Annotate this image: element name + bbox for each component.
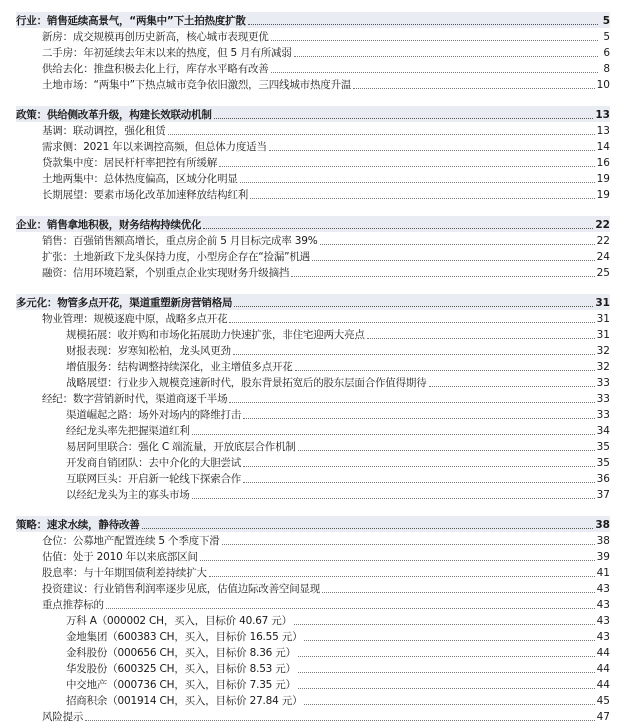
- toc-page-number: 31: [596, 329, 610, 341]
- toc-entry-title: 策略：速求水续，静待改善: [16, 519, 140, 531]
- toc-page-number: 33: [596, 377, 610, 389]
- toc-entry-title: 华发股份（600325 CH，买入，目标价 8.53 元）: [66, 663, 296, 675]
- toc-entry[interactable]: [42, 170, 610, 186]
- toc-dot-leader: [294, 56, 598, 57]
- toc-entry[interactable]: [42, 264, 610, 280]
- toc-entry-title: 互联网巨头：开启新一轮线下探索合作: [66, 473, 242, 485]
- toc-page-number: 13: [595, 109, 610, 121]
- toc-entry-title: 金地集团（600383 CH，买入，目标价 16.55 元）: [66, 631, 303, 643]
- toc-page-number: 25: [596, 267, 610, 279]
- toc-entry-title: 二手房：年初延续去年末以来的热度，但 5 月有所减弱: [42, 47, 292, 59]
- toc-entry[interactable]: [42, 596, 610, 612]
- toc-page-number: 33: [596, 393, 610, 405]
- toc-dot-leader: [243, 482, 595, 483]
- toc-page-number: 43: [596, 583, 610, 595]
- toc-page-number: 44: [596, 663, 610, 675]
- toc-page-number: 37: [596, 489, 610, 501]
- toc-entry-title: 贷款集中度：居民杆杆率把控有所缓解: [42, 157, 218, 169]
- toc-entry[interactable]: [42, 138, 610, 154]
- toc-dot-leader: [200, 560, 595, 561]
- toc-entry-title: 基调：联动调控，强化租赁: [42, 125, 166, 137]
- toc-page-number: 38: [596, 535, 610, 547]
- toc-entry-title: 金科股份（000656 CH，买入，目标价 8.36 元）: [66, 647, 296, 659]
- toc-entry-title: 开发商自销团队：去中介化的大胆尝试: [66, 457, 242, 469]
- toc-entry[interactable]: [42, 154, 610, 170]
- toc-entry[interactable]: [42, 580, 610, 596]
- toc-dot-leader: [312, 260, 595, 261]
- toc-dot-leader: [295, 370, 595, 371]
- toc-dot-leader: [248, 24, 598, 25]
- toc-entry[interactable]: [66, 676, 610, 692]
- toc-page-number: 22: [595, 219, 610, 231]
- toc-dot-leader: [298, 656, 595, 657]
- toc-entry[interactable]: [42, 310, 610, 326]
- toc-entry-title: 招商积余（001914 CH，买入，目标价 27.84 元）: [66, 695, 303, 707]
- toc-page-number: 39: [596, 551, 610, 563]
- toc-section-heading[interactable]: [16, 216, 610, 232]
- toc-entry[interactable]: [66, 660, 610, 676]
- toc-entry[interactable]: [42, 44, 610, 60]
- toc-page-number: 41: [596, 567, 610, 579]
- toc-entry-title: 土地市场：“两集中”下热点城市竞争依旧激烈，三四线城市热度升温: [42, 79, 352, 91]
- toc-entry[interactable]: [42, 548, 610, 564]
- toc-dot-leader: [85, 720, 594, 721]
- toc-entry[interactable]: [66, 454, 610, 470]
- toc-entry-title: 政策：供给侧改革升级，构建长效联动机制: [16, 109, 212, 121]
- toc-page-number: 13: [596, 125, 610, 137]
- toc-page-number: 32: [596, 345, 610, 357]
- toc-entry[interactable]: [42, 248, 610, 264]
- toc-section-heading[interactable]: [16, 294, 610, 310]
- toc-dot-leader: [168, 134, 595, 135]
- toc-dot-leader: [367, 338, 595, 339]
- toc-page-number: 32: [596, 361, 610, 373]
- toc-entry-title: 重点推荐标的: [42, 599, 104, 611]
- toc-entry[interactable]: [42, 564, 610, 580]
- toc-page-number: 19: [596, 173, 610, 185]
- toc-dot-leader: [304, 640, 594, 641]
- toc-page-number: 35: [596, 457, 610, 469]
- toc-entry[interactable]: [66, 326, 610, 342]
- toc-entry-title: 投资建议：行业销售利润率逐步见底，估值边际改善空间显现: [42, 583, 321, 595]
- toc-page-number: 45: [596, 695, 610, 707]
- toc-page-number: 24: [596, 251, 610, 263]
- toc-entry[interactable]: [42, 186, 610, 202]
- toc-entry-title: 经纪：数字营销新时代，渠道商逐千半场: [42, 393, 228, 405]
- toc-entry-title: 仓位：公募地产配置连续 5 个季度下滑: [42, 535, 220, 547]
- toc-page-number: 36: [596, 473, 610, 485]
- toc-dot-leader: [304, 704, 594, 705]
- toc-dot-leader: [243, 418, 595, 419]
- toc-entry[interactable]: [42, 390, 610, 406]
- toc-entry[interactable]: [66, 692, 610, 708]
- toc-entry[interactable]: [42, 76, 610, 92]
- toc-page-number: 5: [602, 15, 610, 27]
- toc-dot-leader: [294, 624, 595, 625]
- toc-entry-title: 股息率：与十年期国债利差持续扩大: [42, 567, 207, 579]
- toc-entry[interactable]: [42, 28, 610, 44]
- toc-dot-leader: [192, 434, 595, 435]
- toc-page-number: 47: [596, 711, 610, 723]
- toc-entry[interactable]: [66, 422, 610, 438]
- toc-page-number: 14: [596, 141, 610, 153]
- toc-dot-leader: [234, 306, 593, 307]
- toc-dot-leader: [229, 322, 594, 323]
- toc-page-number: 43: [596, 615, 610, 627]
- toc-entry-title: 增值服务：结构调整持续深化，业主增值多点开花: [66, 361, 293, 373]
- toc-entry[interactable]: [66, 628, 610, 644]
- toc-entry[interactable]: [42, 708, 610, 724]
- toc-dot-leader: [243, 466, 595, 467]
- toc-section-heading[interactable]: [16, 516, 610, 532]
- toc-entry-title: 渠道崛起之路：场外对场内的降维打击: [66, 409, 242, 421]
- toc-dot-leader: [240, 182, 595, 183]
- toc-entry-title: 供给去化：推盘积极去化上行，库存水平略有改善: [42, 63, 269, 75]
- toc-page-number: 33: [596, 409, 610, 421]
- toc-entry[interactable]: [42, 122, 610, 138]
- toc-page-number: 19: [596, 189, 610, 201]
- toc-entry-title: 以经纪龙头为主的寡头市场: [66, 489, 190, 501]
- toc-dot-leader: [298, 688, 595, 689]
- toc-dot-leader: [429, 386, 595, 387]
- toc-page-number: 31: [595, 297, 610, 309]
- toc-entry[interactable]: [66, 470, 610, 486]
- toc-dot-leader: [209, 576, 595, 577]
- toc-entry[interactable]: [42, 532, 610, 548]
- toc-entry[interactable]: [66, 342, 610, 358]
- toc-entry-title: 易居阿里联合：强化 C 端流量，开放底层合作机制: [66, 441, 296, 453]
- toc-entry-title: 土地两集中：总体热度偏高，区域分化明显: [42, 173, 238, 185]
- toc-page-number: 35: [596, 441, 610, 453]
- toc-entry-title: 销售：百强销售额高增长，重点房企前 5 月目标完成率 39%: [42, 235, 318, 247]
- toc-entry-title: 战略展望：行业步入规模竞速新时代，股东背景拓宽后的股东层面合作值得期待: [66, 377, 427, 389]
- toc-dot-leader: [291, 276, 594, 277]
- toc-page-number: 10: [596, 79, 610, 91]
- toc-entry-title: 估值：处于 2010 年以来底部区间: [42, 551, 198, 563]
- toc-dot-leader: [271, 72, 598, 73]
- toc-entry[interactable]: [42, 60, 610, 76]
- toc-entry[interactable]: [66, 358, 610, 374]
- toc-dot-leader: [219, 166, 595, 167]
- toc-entry-title: 万科 A（000002 CH，买入，目标价 40.67 元）: [66, 615, 292, 627]
- toc-dot-leader: [233, 354, 595, 355]
- toc-dot-leader: [353, 88, 594, 89]
- toc-page-number: 5: [603, 31, 610, 43]
- toc-entry-title: 长期展望：要素市场化改革加速释放结构红利: [42, 189, 248, 201]
- toc-dot-leader: [322, 592, 595, 593]
- toc-page-number: 6: [603, 47, 610, 59]
- toc-page-number: 8: [603, 63, 610, 75]
- toc-page-number: 38: [595, 519, 610, 531]
- toc-entry-title: 风险提示: [42, 711, 84, 723]
- toc-entry[interactable]: [66, 612, 610, 628]
- toc-dot-leader: [250, 198, 595, 199]
- toc-section-heading[interactable]: [16, 12, 610, 28]
- toc-dot-leader: [229, 402, 594, 403]
- toc-entry-title: 需求侧：2021 年以来调控高频，但总体力度适当: [42, 141, 267, 153]
- toc-entry-title: 新房：成交规模再创历史新高，核心城市表现更优: [42, 31, 269, 43]
- toc-dot-leader: [192, 498, 595, 499]
- toc-entry[interactable]: [66, 406, 610, 422]
- toc-section-heading[interactable]: [16, 106, 610, 122]
- toc-entry[interactable]: [66, 486, 610, 502]
- toc-page-number: 43: [596, 631, 610, 643]
- toc-page-number: 34: [596, 425, 610, 437]
- toc-entry-title: 规模拓展：收并购和市场化拓展助力快速扩张，非住宅迎两大亮点: [66, 329, 365, 341]
- toc-page-number: 44: [596, 647, 610, 659]
- toc-page-number: 31: [596, 313, 610, 325]
- toc-dot-leader: [269, 150, 595, 151]
- toc-entry[interactable]: [66, 644, 610, 660]
- toc-entry-title: 经纪龙头率先把握渠道红利: [66, 425, 190, 437]
- toc-dot-leader: [106, 608, 595, 609]
- toc-entry-title: 企业：销售拿地积极，财务结构持续优化: [16, 219, 202, 231]
- toc-dot-leader: [320, 244, 595, 245]
- toc-page-number: 44: [596, 679, 610, 691]
- toc-dot-leader: [271, 40, 598, 41]
- toc-entry-title: 物业管理：规模逐鹿中原，战略多点开花: [42, 313, 228, 325]
- toc-entry[interactable]: [66, 438, 610, 454]
- toc-page-number: 43: [596, 599, 610, 611]
- toc-entry-title: 多元化：物管多点开花，渠道重塑新房营销格局: [16, 297, 233, 309]
- toc-entry-title: 财报表现：岁寒知松柏，龙头风更劲: [66, 345, 231, 357]
- toc-dot-leader: [222, 544, 595, 545]
- toc-dot-leader: [203, 228, 593, 229]
- toc-page-number: 22: [596, 235, 610, 247]
- toc-dot-leader: [142, 528, 594, 529]
- toc-dot-leader: [298, 450, 595, 451]
- toc-dot-leader: [214, 118, 594, 119]
- toc-entry[interactable]: [42, 232, 610, 248]
- toc-entry-title: 行业：销售延续高景气，“两集中”下土拍热度扩散: [16, 15, 246, 27]
- toc-entry-title: 中交地产（000736 CH，买入，目标价 7.35 元）: [66, 679, 296, 691]
- toc-page-number: 16: [596, 157, 610, 169]
- toc-entry-title: 融资：信用环境趋紧，个别重点企业实现财务升级摘挡: [42, 267, 290, 279]
- toc-entry-title: 扩张：土地新政下龙头保持力度，小型房企存在“捡漏”机遇: [42, 251, 310, 263]
- toc-entry[interactable]: [66, 374, 610, 390]
